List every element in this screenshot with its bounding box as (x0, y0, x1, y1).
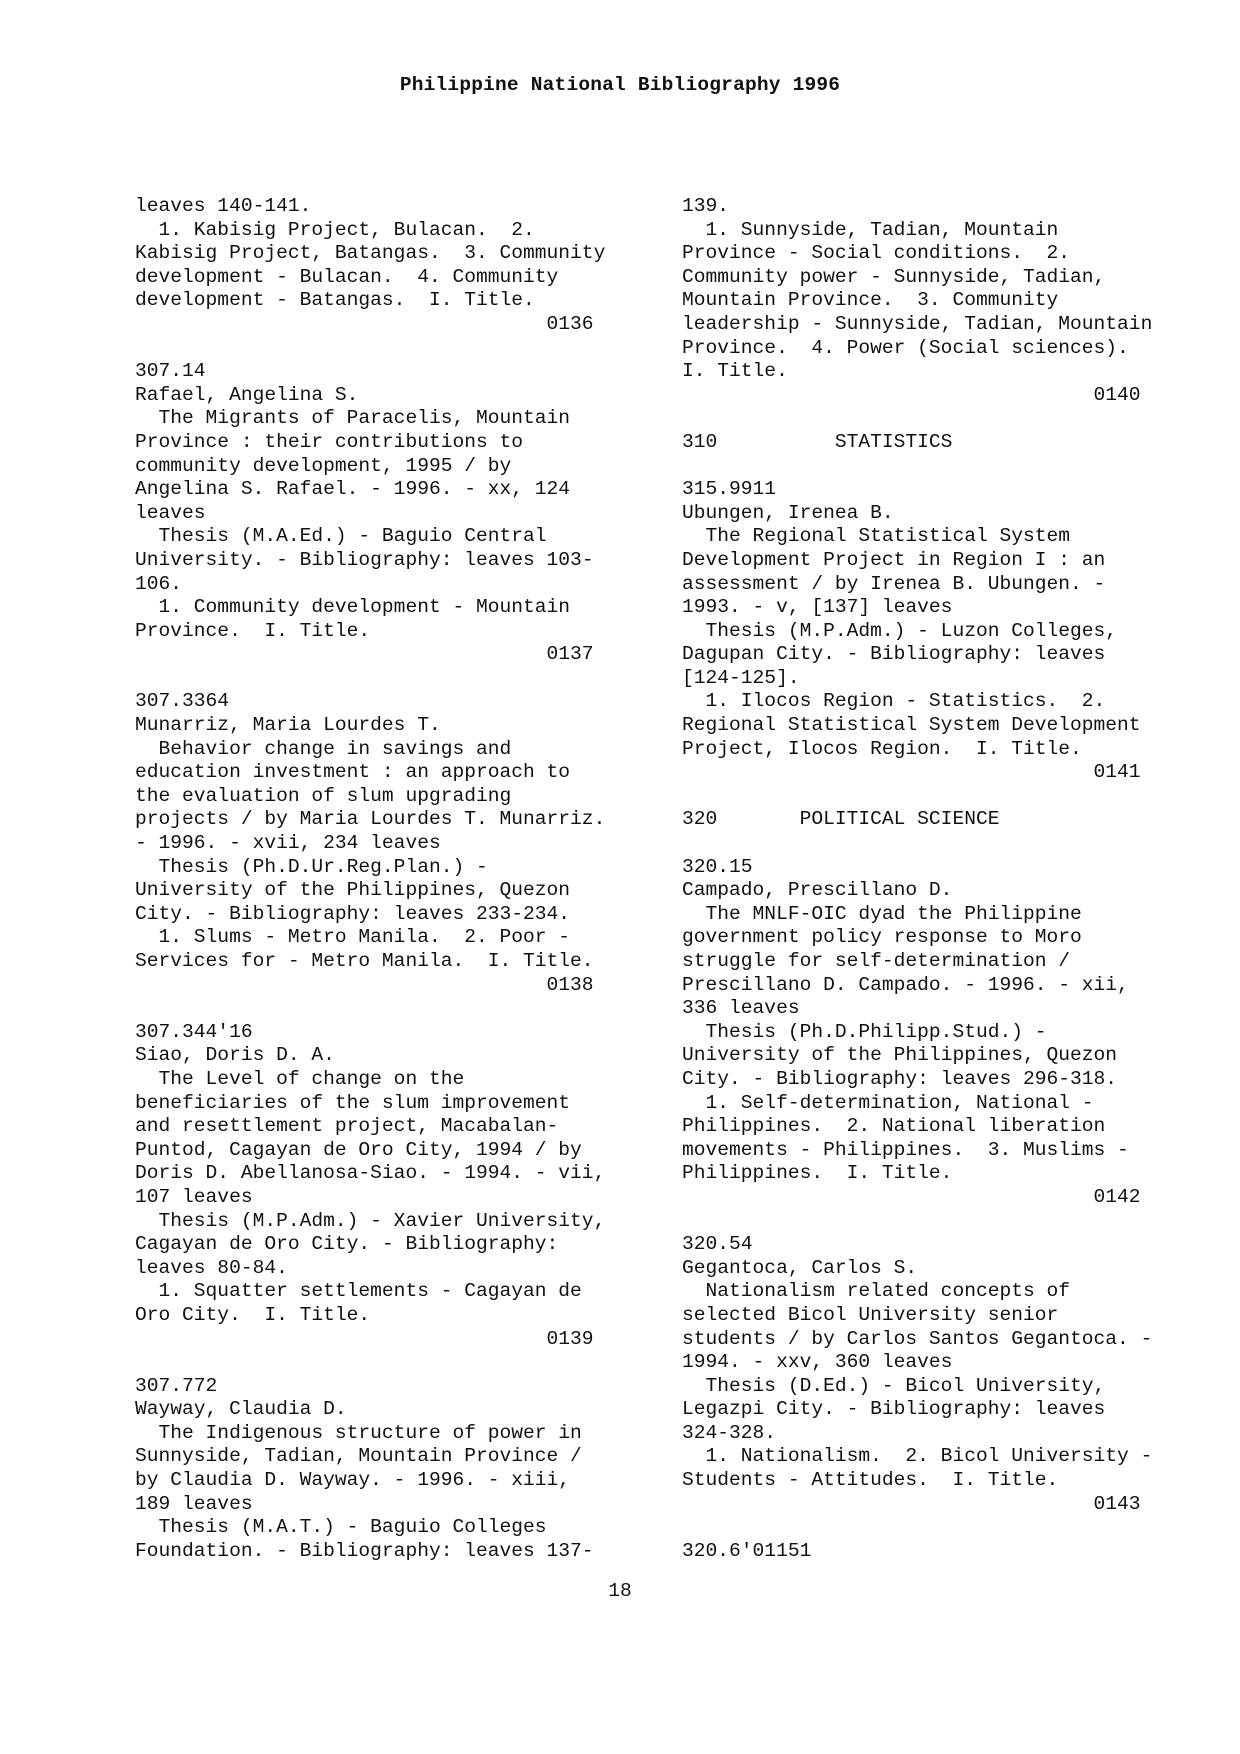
text-line: Angelina S. Rafael. - 1996. - xx, 124 (135, 478, 571, 501)
text-line: Rafael, Angelina S. (135, 383, 359, 406)
text-line: 336 leaves (682, 997, 800, 1020)
text-line (682, 1516, 1187, 1540)
text-line: Regional Statistical System Development (682, 714, 1141, 737)
text-line: Wayway, Claudia D. (135, 1398, 347, 1421)
text-line: Thesis (Ph.D.Philipp.Stud.) - (682, 1020, 1047, 1043)
text-line: Legazpi City. - Bibliography: leaves (682, 1398, 1106, 1421)
text-line: Puntod, Cagayan de Oro City, 1994 / by (135, 1138, 582, 1161)
text-line: leaves 140-141. (135, 195, 312, 217)
text-line: Foundation. - Bibliography: leaves 137- (135, 1539, 594, 1562)
text-line: 1. Sunnyside, Tadian, Mountain (682, 218, 1059, 241)
text-line: Mountain Province. 3. Community (682, 289, 1059, 312)
text-line: - 1996. - xvii, 234 leaves (135, 832, 441, 855)
text-line: leaves 80-84. (135, 1256, 288, 1279)
text-line: selected Bicol University senior (682, 1303, 1059, 1326)
text-line: Cagayan de Oro City. - Bibliography: (135, 1233, 559, 1256)
text-line: Behavior change in savings and (135, 737, 512, 760)
text-line: The Regional Statistical System (682, 525, 1071, 548)
text-line: Prescillano D. Campado. - 1996. - xii, (682, 973, 1129, 996)
text-line: The Indigenous structure of power in (135, 1421, 582, 1444)
text-line: 1. Ilocos Region - Statistics. 2. (682, 690, 1106, 713)
text-line: 0139 (135, 1327, 594, 1350)
text-line: The MNLF-OIC dyad the Philippine (682, 902, 1082, 925)
text-line: 189 leaves (135, 1492, 253, 1515)
text-line: Development Project in Region I : an (682, 548, 1106, 571)
text-line: Province - Social conditions. 2. (682, 242, 1071, 265)
text-line: Doris D. Abellanosa-Siao. - 1994. - vii, (135, 1162, 606, 1185)
text-line: 1. Self-determination, National - (682, 1091, 1094, 1114)
text-line: Gegantoca, Carlos S. (682, 1256, 918, 1279)
text-line: 0137 (135, 643, 594, 666)
text-line: Kabisig Project, Batangas. 3. Community (135, 242, 606, 265)
text-line: students / by Carlos Santos Gegantoca. - (682, 1327, 1153, 1350)
text-line: 320.54 (682, 1233, 753, 1256)
text-line: the evaluation of slum upgrading (135, 784, 512, 807)
text-line: The Level of change on the (135, 1067, 465, 1090)
text-line: 1. Squatter settlements - Cagayan de (135, 1280, 582, 1303)
text-line: Philippines. I. Title. (682, 1162, 953, 1185)
text-line: 307.3364 (135, 690, 230, 713)
text-line: 320.6'01151 (682, 1539, 812, 1562)
text-line: 310 STATISTICS (682, 430, 953, 453)
text-line: University of the Philippines, Quezon (682, 1044, 1118, 1067)
text-line: 0136 (135, 312, 594, 335)
text-line: [124-125]. (682, 666, 800, 689)
text-line (135, 1351, 640, 1375)
text-line: Thesis (M.P.Adm.) - Xavier University, (135, 1209, 606, 1232)
text-line: development - Batangas. I. Title. (135, 289, 535, 312)
text-line: beneficiaries of the slum improvement (135, 1091, 571, 1114)
text-line: development - Bulacan. 4. Community (135, 265, 559, 288)
text-line: 320 POLITICAL SCIENCE (682, 808, 1000, 831)
text-line: 0140 (682, 383, 1141, 406)
text-line: government policy response to Moro (682, 926, 1082, 949)
page-title: Philippine National Bibliography 1996 (399, 74, 841, 96)
text-line: City. - Bibliography: leaves 233-234. (135, 902, 571, 925)
text-line: University. - Bibliography: leaves 103- (135, 548, 594, 571)
text-line: Oro City. I. Title. (135, 1303, 371, 1326)
text-line: Thesis (Ph.D.Ur.Reg.Plan.) - (135, 855, 488, 878)
text-line: struggle for self-determination / (682, 950, 1071, 972)
text-line: 307.772 (135, 1374, 218, 1397)
text-line: 1. Kabisig Project, Bulacan. 2. (135, 218, 535, 241)
text-line: I. Title. (682, 360, 788, 383)
page-number: 18 (608, 1580, 632, 1602)
text-line: The Migrants of Paracelis, Mountain (135, 407, 571, 430)
text-line: Nationalism related concepts of (682, 1280, 1071, 1303)
text-line: 1993. - v, [137] leaves (682, 596, 953, 619)
text-line: Dagupan City. - Bibliography: leaves (682, 643, 1106, 666)
text-line: Students - Attitudes. I. Title. (682, 1469, 1059, 1492)
text-line: 0141 (682, 761, 1141, 784)
text-line: 1. Community development - Mountain (135, 596, 571, 619)
text-line: leadership - Sunnyside, Tadian, Mountain (682, 312, 1153, 335)
text-line: 320.15 (682, 855, 753, 878)
text-line (135, 337, 640, 361)
text-line: Province : their contributions to (135, 430, 524, 453)
text-line: 0138 (135, 973, 594, 996)
text-line: 1. Nationalism. 2. Bicol University - (682, 1445, 1153, 1468)
text-line: Services for - Metro Manila. I. Title. (135, 950, 594, 972)
text-line: 0142 (682, 1185, 1141, 1208)
text-line: 307.14 (135, 360, 206, 383)
text-line (682, 1210, 1187, 1234)
text-line: leaves (135, 501, 206, 524)
text-line: projects / by Maria Lourdes T. Munarriz. (135, 808, 606, 831)
text-line (682, 407, 1187, 431)
text-line: 307.344'16 (135, 1020, 253, 1043)
text-line: University of the Philippines, Quezon (135, 879, 571, 902)
text-line: Community power - Sunnyside, Tadian, (682, 265, 1106, 288)
text-line: Thesis (M.P.Adm.) - Luzon Colleges, (682, 619, 1118, 642)
right-column (682, 195, 1187, 1563)
text-line: movements - Philippines. 3. Muslims - (682, 1138, 1129, 1161)
text-line: Munarriz, Maria Lourdes T. (135, 714, 441, 737)
text-line: 324-328. (682, 1421, 777, 1444)
text-line: 139. (682, 195, 730, 217)
text-line: Siao, Doris D. A. (135, 1044, 335, 1067)
text-line: Campado, Prescillano D. (682, 879, 953, 902)
text-line: Thesis (D.Ed.) - Bicol University, (682, 1374, 1106, 1397)
text-line: Province. I. Title. (135, 619, 371, 642)
text-line: assessment / by Irenea B. Ubungen. - (682, 572, 1106, 595)
text-line: education investment : an approach to (135, 761, 571, 784)
left-column (135, 195, 640, 1563)
text-line: Ubungen, Irenea B. (682, 501, 894, 524)
text-line: 1994. - xxv, 360 leaves (682, 1351, 953, 1374)
text-line: 107 leaves (135, 1185, 253, 1208)
text-line: Project, Ilocos Region. I. Title. (682, 737, 1082, 760)
text-line (682, 785, 1187, 809)
text-line: Thesis (M.A.T.) - Baguio Colleges (135, 1516, 547, 1539)
text-line: 315.9911 (682, 478, 777, 501)
text-line: 1. Slums - Metro Manila. 2. Poor - (135, 926, 571, 949)
text-line: 106. (135, 572, 183, 595)
text-line: City. - Bibliography: leaves 296-318. (682, 1067, 1118, 1090)
text-line (135, 667, 640, 691)
text-line (135, 997, 640, 1021)
text-line (682, 455, 1187, 479)
text-line: Philippines. 2. National liberation (682, 1115, 1106, 1138)
text-line: Province. 4. Power (Social sciences). (682, 336, 1129, 359)
text-line: by Claudia D. Wayway. - 1996. - xiii, (135, 1469, 571, 1492)
text-line (682, 832, 1187, 856)
text-line: and resettlement project, Macabalan- (135, 1115, 559, 1138)
text-line: 0143 (682, 1492, 1141, 1515)
text-line: Thesis (M.A.Ed.) - Baguio Central (135, 525, 547, 548)
text-line: community development, 1995 / by (135, 454, 512, 477)
text-line: Sunnyside, Tadian, Mountain Province / (135, 1445, 582, 1468)
